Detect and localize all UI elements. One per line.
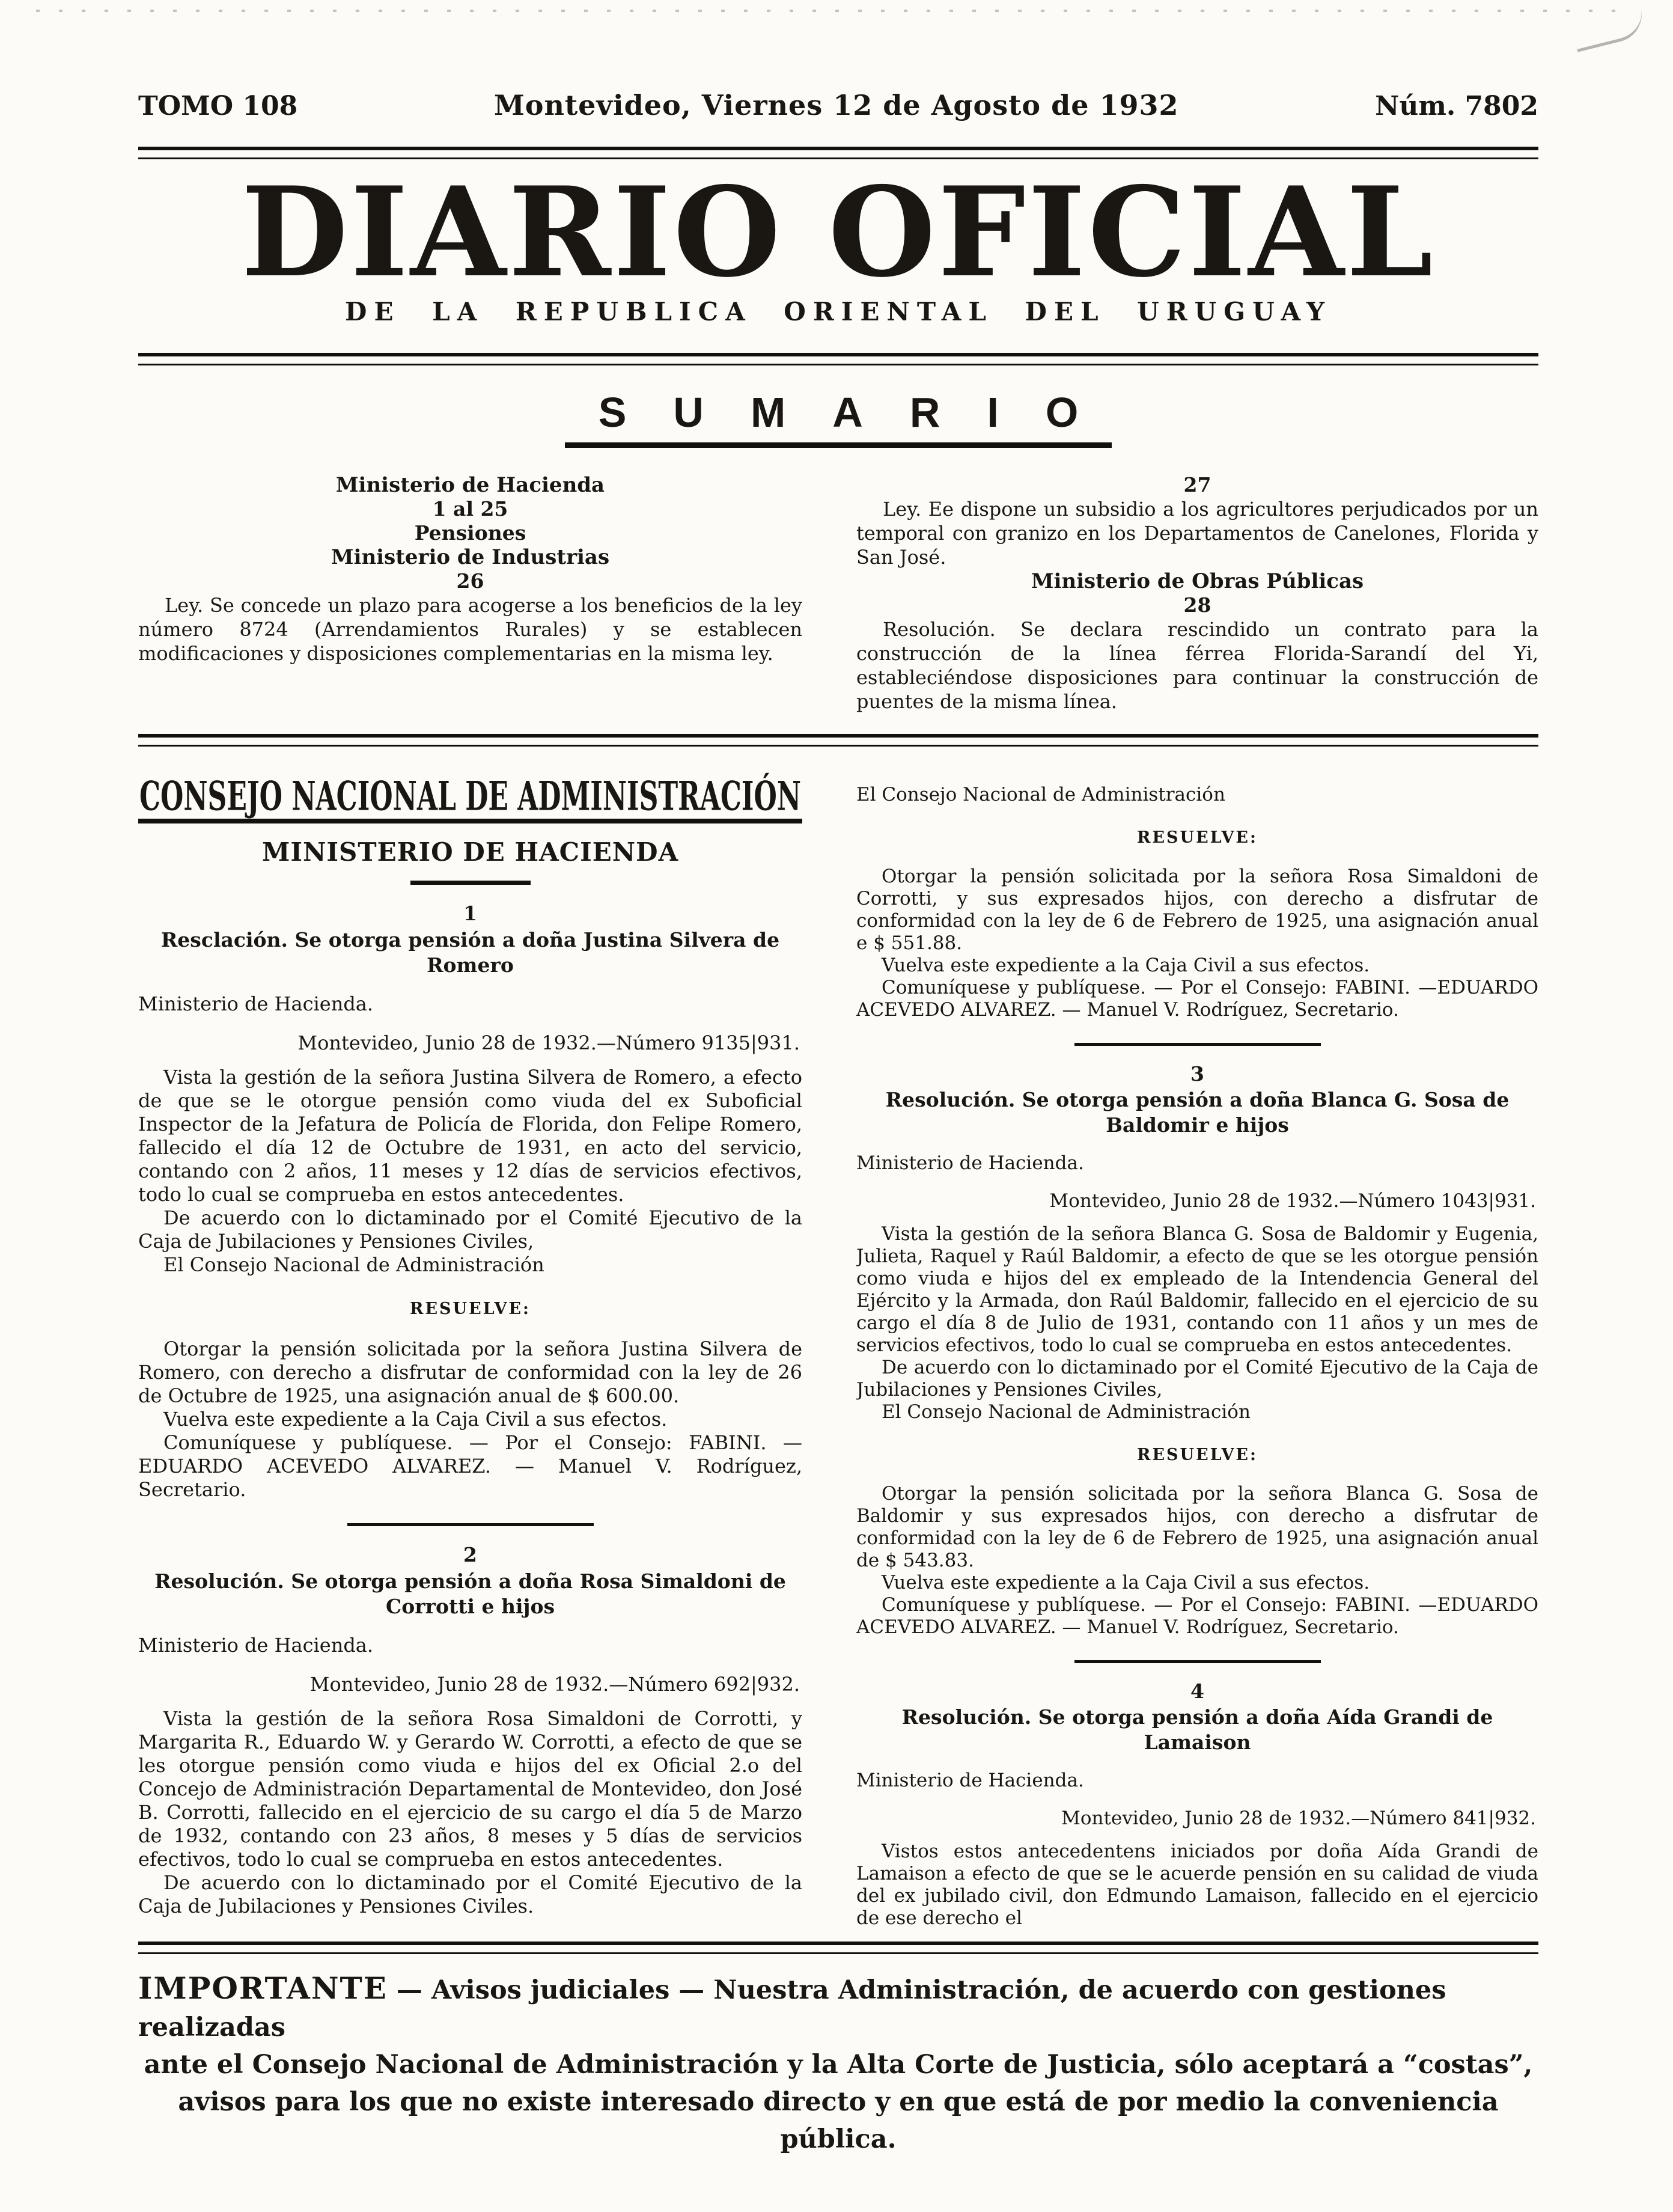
section-title: CONSEJO NACIONAL DE ADMINISTRACIÓN bbox=[139, 774, 801, 820]
block-res-number: 1 bbox=[463, 902, 477, 926]
block-ministry: Ministerio de Industrias bbox=[331, 545, 610, 570]
block-res-heading: Resolución. Se otorga pensión a doña Blanca G. Sosa de Baldomir e hijos bbox=[885, 1088, 1510, 1137]
block-paragraph: Otorgar la pensión solicitada por la señora Justina Silvera de Romero, con derecho a disfrutar de conformidad con la ley de 26 de Octubre de 1925, una asignación anual de $ 600.00. bbox=[138, 1337, 802, 1408]
main-right-column bbox=[856, 769, 1538, 1942]
block-paragraph: Vuelva este expediente a la Caja Civil a sus efectos. bbox=[882, 955, 1370, 977]
summary-heading bbox=[138, 388, 1538, 448]
block-dateline: Montevideo, Junio 28 de 1932.—Número 9135|931. bbox=[297, 1031, 800, 1055]
body-section bbox=[138, 769, 1538, 1942]
block-divider bbox=[1074, 1043, 1321, 1046]
block-res-number: 2 bbox=[463, 1543, 477, 1567]
block-plain: Ministerio de Hacienda. bbox=[138, 992, 374, 1016]
double-rule-bottom bbox=[138, 1942, 1538, 1954]
block-paragraph: El Consejo Nacional de Administración bbox=[882, 1401, 1251, 1423]
block-sum-paragraph: Resolución. Se declara rescindido un contrato para la construcción de la línea férrea Florida-Sarandí del Yi, estableciéndose disposiciones para continuar la construcción de puentes de la misma línea. bbox=[856, 618, 1538, 713]
block-ministry: Ministerio de Obras Públicas bbox=[1031, 569, 1364, 594]
block-item-number: 1 al 25 bbox=[432, 497, 508, 521]
block-resuelve: RESUELVE: bbox=[1137, 1446, 1258, 1465]
block-paragraph: Comuníquese y publíquese. — Por el Consejo: FABINI. —EDUARDO ACEVEDO ALVAREZ. — Manuel V. Rodríguez, Secretario. bbox=[856, 1594, 1538, 1639]
block-res-number: 4 bbox=[1190, 1679, 1204, 1703]
block-plain: El Consejo Nacional de Administración bbox=[856, 784, 1225, 806]
block-res-heading: Resolución. Se otorga pensión a doña Rosa Simaldoni de Corrotti e hijos bbox=[154, 1569, 786, 1619]
page-title: DIARIO OFICIAL bbox=[241, 160, 1436, 305]
block-sum-paragraph: Ley. Ee dispone un subsidio a los agricultores perjudicados por un temporal con granizo en los Departamentos de Canelones, Florida y San José. bbox=[856, 498, 1538, 569]
summary-left-column bbox=[138, 473, 802, 713]
issue-number: Núm. 7802 bbox=[1375, 91, 1538, 121]
block-paragraph: Vistos estos antecedentens iniciados por doña Aída Grandi de Lamaison a efecto de que se le acuerde pensión en su calidad de viuda del ex jubilado civil, don Edmundo Lamaison, fallecido en el ejercicio de ese derecho el bbox=[856, 1841, 1538, 1929]
ministry-heading: MINISTERIO DE HACIENDA bbox=[261, 837, 679, 867]
block-item-title: Pensiones bbox=[414, 521, 526, 545]
block-res-number: 3 bbox=[1190, 1062, 1204, 1086]
main-left-column bbox=[138, 769, 802, 1942]
block-plain: Ministerio de Hacienda. bbox=[138, 1634, 374, 1657]
block-paragraph: Vista la gestión de la señora Blanca G. Sosa de Baldomir y Eugenia, Julieta, Raquel y Raúl Baldomir, a efecto de que se les otorgue pensión como viuda e hijos del ex empleado de la Intendencia General del Ejército y la Armada, don Raúl Baldomir, fallecido en el ejercicio de su cargo el día 8 de Julio de 1931, contando con 11 años y un mes de servicios efectivos, todo lo cual se comprueba en estos antecedentes. bbox=[856, 1223, 1538, 1357]
notice-line-1 bbox=[138, 1970, 1538, 2046]
summary-right-column bbox=[856, 473, 1538, 713]
important-notice bbox=[138, 1970, 1538, 2158]
block-paragraph: Comuníquese y publíquese. — Por el Consejo: FABINI. —EDUARDO ACEVEDO ALVAREZ. — Manuel V. Rodríguez, Secretario. bbox=[138, 1431, 802, 1502]
block-ministry: Ministerio de Hacienda bbox=[335, 473, 605, 498]
double-rule-under-banner bbox=[138, 353, 1538, 365]
block-paragraph: De acuerdo con lo dictaminado por el Comité Ejecutivo de la Caja de Jubilaciones y Pensiones Civiles. bbox=[138, 1871, 802, 1918]
block-divider bbox=[1074, 1660, 1321, 1663]
block-paragraph: Vista la gestión de la señora Justina Silvera de Romero, a efecto de que se le otorgue pensión como viuda del ex Suboficial Inspector de la Jefatura de Policía de Florida, don Felipe Romero, fallecido el día 12 de Octubre de 1931, en acto del servicio, contando con 2 años, 11 meses y 12 días de servicios efectivos, todo lo cual se comprueba en estos antecedentes. bbox=[138, 1066, 802, 1206]
masthead bbox=[138, 89, 1538, 121]
block-paragraph: Vuelva este expediente a la Caja Civil a sus efectos. bbox=[882, 1572, 1370, 1594]
block-dateline: Montevideo, Junio 28 de 1932.—Número 841|932. bbox=[1061, 1807, 1536, 1830]
block-paragraph: Comuníquese y publíquese. — Por el Consejo: FABINI. —EDUARDO ACEVEDO ALVAREZ. — Manuel V. Rodríguez, Secretario. bbox=[856, 977, 1538, 1021]
block-dateline: Montevideo, Junio 28 de 1932.—Número 692|932. bbox=[309, 1673, 800, 1696]
issue-date: Montevideo, Viernes 12 de Agosto de 1932 bbox=[493, 89, 1179, 121]
block-res-heading: Resolución. Se otorga pensión a doña Aída Grandi de Lamaison bbox=[901, 1705, 1493, 1755]
summary-heading-text: SUMARIO bbox=[598, 389, 1126, 436]
block-resuelve: RESUELVE: bbox=[1137, 828, 1258, 848]
page-subtitle: DE LA REPUBLICA ORIENTAL DEL URUGUAY bbox=[345, 297, 1332, 327]
block-paragraph: Otorgar la pensión solicitada por la señora Blanca G. Sosa de Baldomir y sus expresados hijos, con derecho a disfrutar de conformidad con la ley de 6 de Febrero de 1925, una asignación anual de $ 543.83. bbox=[856, 1483, 1538, 1572]
scan-noise bbox=[36, 10, 1619, 12]
block-paragraph: El Consejo Nacional de Administración bbox=[163, 1253, 544, 1277]
block-plain: Ministerio de Hacienda. bbox=[856, 1152, 1084, 1175]
block-resuelve: RESUELVE: bbox=[410, 1300, 531, 1319]
tome-label: TOMO 108 bbox=[138, 91, 298, 121]
left-column-blocks bbox=[138, 902, 802, 1918]
block-plain: Ministerio de Hacienda. bbox=[856, 1770, 1084, 1792]
block-paragraph: De acuerdo con lo dictaminado por el Comité Ejecutivo de la Caja de Jubilaciones y Pensiones Civiles, bbox=[138, 1206, 802, 1253]
block-item-number: 28 bbox=[1183, 593, 1211, 617]
double-rule-top bbox=[138, 147, 1538, 159]
block-paragraph: Vista la gestión de la señora Rosa Simaldoni de Corrotti, y Margarita R., Eduardo W. y Gerardo W. Corrotti, a efecto de que se les otorgue pensión como viuda e hijos del ex Oficial 2.o del Concejo de Administración Departamental de Montevideo, don José B. Corrotti, fallecido en el ejercicio de su cargo el día 5 de Marzo de 1932, contando con 23 años, 8 meses y 5 días de servicios efectivos, todo lo cual se comprueba en estos antecedentes. bbox=[138, 1707, 802, 1871]
summary-heading-rule bbox=[565, 442, 1112, 448]
block-sum-paragraph: Ley. Se concede un plazo para acogerse a los beneficios de la ley número 8724 (Arrendamientos Rurales) y se establecen modificaciones y disposiciones complementarias en la misma ley. bbox=[138, 594, 802, 665]
block-item-number: 26 bbox=[456, 569, 484, 593]
block-divider bbox=[347, 1523, 594, 1526]
notice-line-2: ante el Consejo Nacional de Administración y la Alta Corte de Justicia, sólo aceptará a “costas”, bbox=[144, 2050, 1533, 2080]
notice-label: IMPORTANTE bbox=[138, 1970, 388, 2006]
block-res-heading: Resclación. Se otorga pensión a doña Justina Silvera de Romero bbox=[160, 928, 780, 977]
block-dateline: Montevideo, Junio 28 de 1932.—Número 1043|931. bbox=[1049, 1190, 1536, 1212]
block-paragraph: De acuerdo con lo dictaminado por el Comité Ejecutivo de la Caja de Jubilaciones y Pensiones Civiles, bbox=[856, 1357, 1538, 1401]
block-paragraph: Otorgar la pensión solicitada por la señora Rosa Simaldoni de Corrotti, y sus expresados hijos, con derecho a disfrutar de conformidad con la ley de 6 de Febrero de 1925, una asignación anual e $ 551.88. bbox=[856, 866, 1538, 955]
double-rule-under-summary bbox=[138, 734, 1538, 747]
ministry-heading-rule bbox=[410, 881, 531, 885]
right-column-blocks bbox=[856, 784, 1538, 1929]
notice-line-1-text: — Avisos judiciales — Nuestra Administración, de acuerdo con gestiones realizadas bbox=[138, 1975, 1446, 2042]
block-paragraph: Vuelva este expediente a la Caja Civil a sus efectos. bbox=[163, 1408, 668, 1431]
summary-section bbox=[138, 473, 1538, 713]
scan-corner-mark bbox=[1571, 7, 1648, 52]
block-item-number: 27 bbox=[1183, 473, 1211, 497]
notice-line-3: avisos para los que no existe interesado directo y en que está de por medio la conveniencia pública. bbox=[178, 2087, 1499, 2154]
